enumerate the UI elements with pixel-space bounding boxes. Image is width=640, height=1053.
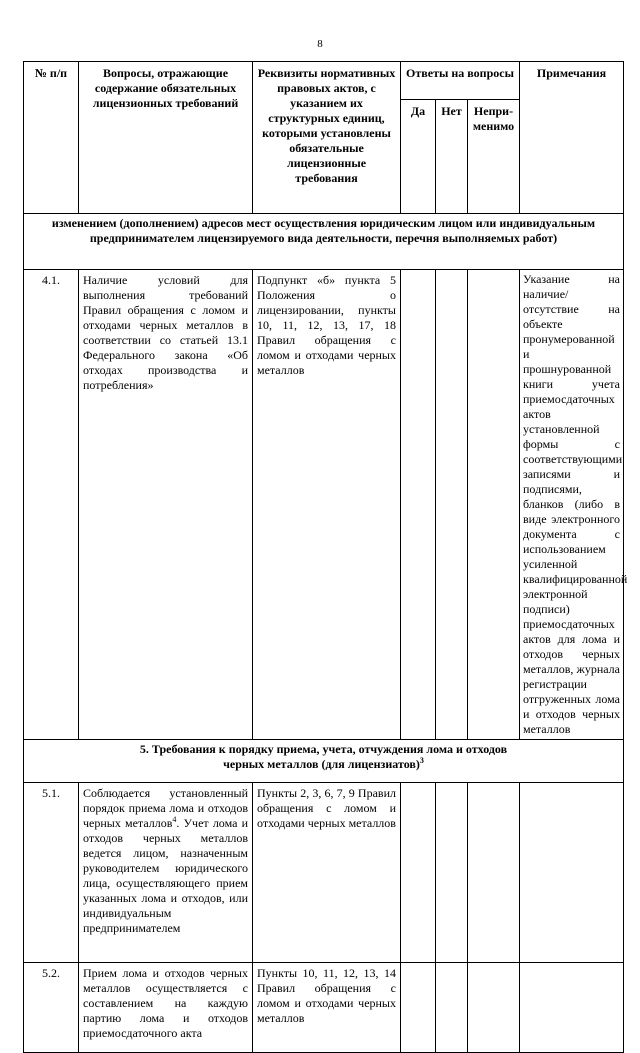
header-requisites: Реквизиты нормативных правовых актов, с указанием их структурных единиц, которыми установлены обязательные лицензионные требования	[253, 62, 401, 214]
row-number: 5.2.	[24, 963, 79, 1053]
header-num: № п/п	[24, 62, 79, 214]
header-yes: Да	[401, 100, 436, 214]
row-note: Указание на наличие/отсутствие на объекте пронумерованной и прошнурованной книги учета приемосдаточных актов установленной формы с соответствующими записями и подписями, бланков (либо в виде электронного документа с использованием усиленной квалифицированной электронной подписи) приемосдаточных актов для лома и отходов черных металлов, журнала регистрации отгруженных лома и отходов черных металлов	[520, 270, 624, 740]
header-no: Нет	[436, 100, 468, 214]
row-question: Наличие условий для выполнения требований Правил обращения с ломом и отходами черных металлов в соответствии со статьей 13.1 Федерального закона «Об отходах производства и потребления»	[79, 270, 253, 740]
answer-na-cell[interactable]	[468, 783, 520, 963]
row-requisites: Пункты 2, 3, 6, 7, 9 Правил обращения с ломом и отходами черных металлов	[253, 783, 401, 963]
section-continuation: изменением (дополнением) адресов мест осуществления юридическим лицом или индивидуальным предпринимателем лицензируемого вида деятельности, перечня выполняемых работ)	[24, 214, 624, 270]
header-not-applicable: Непри-менимо	[468, 100, 520, 214]
header-questions: Вопросы, отражающие содержание обязательных лицензионных требований	[79, 62, 253, 214]
answer-no-cell[interactable]	[436, 963, 468, 1053]
table-row	[24, 963, 624, 1053]
answer-na-cell[interactable]	[468, 270, 520, 740]
footnote-marker: 4	[172, 815, 177, 824]
row-question: Соблюдается установленный порядок приема лома и отходов черных металлов$^4$. Учет лома и отходов черных металлов ведется лицом, назначенным руководителем юридического лица, осуществляющего прием указанных лома и отходов, или индивидуальным предпринимателем	[79, 783, 253, 963]
section-5-title: 5. Требования к порядку приема, учета, отчуждения лома и отходов черных металлов (для лицензиатов)$^3$	[24, 740, 624, 783]
answer-yes-cell[interactable]	[401, 783, 436, 963]
license-requirements-table	[23, 61, 628, 1053]
footnote-marker: 3	[419, 756, 424, 765]
table-row	[24, 270, 624, 740]
answer-no-cell[interactable]	[436, 783, 468, 963]
answer-yes-cell[interactable]	[401, 963, 436, 1053]
header-notes: Примечания	[520, 62, 624, 214]
answer-na-cell[interactable]	[468, 963, 520, 1053]
row-question: Прием лома и отходов черных металлов осуществляется с составлением на каждую партию лома и отходов приемосдаточного акта	[79, 963, 253, 1053]
row-requisites: Подпункт «б» пункта 5 Положения о лицензировании, пункты 10, 11, 12, 13, 17, 18 Правил обращения с ломом и отходами черных металлов	[253, 270, 401, 740]
table-row	[24, 783, 624, 963]
header-answers: Ответы на вопросы	[401, 62, 520, 100]
page-number: 8	[317, 38, 323, 50]
row-number: 4.1.	[24, 270, 79, 740]
row-requisites: Пункты 10, 11, 12, 13, 14 Правил обращения с ломом и отходами черных металлов	[253, 963, 401, 1053]
answer-yes-cell[interactable]	[401, 270, 436, 740]
row-note	[520, 963, 624, 1053]
answer-no-cell[interactable]	[436, 270, 468, 740]
row-note	[520, 783, 624, 963]
row-number: 5.1.	[24, 783, 79, 963]
